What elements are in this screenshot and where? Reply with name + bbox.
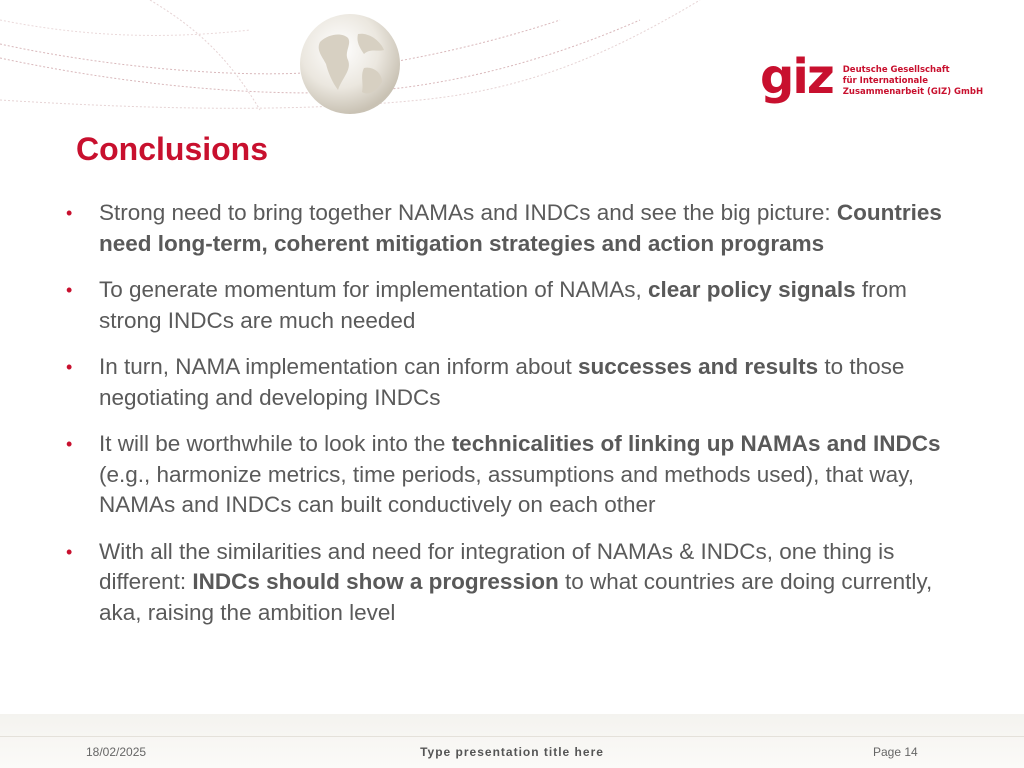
bullet-dot-icon: • (66, 357, 73, 377)
logo-line: für Internationale (842, 75, 928, 86)
footer-presentation-title: Type presentation title here (420, 745, 604, 759)
logo-text (843, 65, 983, 98)
footer-date: 18/02/2025 (86, 745, 147, 759)
footer-page-number: Page 14 (873, 745, 918, 759)
bullet-emphasis: clear policy signals (648, 277, 856, 302)
giz-logo (760, 49, 984, 106)
globe-icon (298, 12, 402, 116)
bullet-dot-icon: • (66, 434, 73, 454)
bullet-emphasis: INDCs should show a progression (192, 569, 559, 594)
footer-divider (0, 736, 1024, 737)
logo-line: Zusammenarbeit (GIZ) GmbH (842, 86, 984, 97)
bullet-list (66, 198, 970, 644)
bullet-emphasis: successes and results (577, 354, 819, 379)
bullet-text: to what countries are doing currently, aka, raising the ambition level (99, 569, 933, 625)
logo-mark: giz (760, 49, 833, 105)
logo-line: Deutsche Gesellschaft (842, 64, 950, 75)
footer-band (0, 714, 1024, 768)
bullet-dot-icon: • (66, 280, 73, 300)
bullet-item (66, 275, 970, 336)
slide-title: Conclusions (76, 131, 269, 167)
bullet-text: to those negotiating and developing INDCs (99, 354, 905, 410)
bullet-dot-icon: • (66, 541, 73, 562)
bullet-text: In turn, NAMA implementation can inform about (99, 354, 578, 379)
bullet-text: It will be worthwhile to look into the (99, 431, 452, 456)
bullet-text: With all the similarities and need for integration of NAMAs & INDCs, one thing is different: (99, 538, 895, 594)
bullet-dot-icon: • (66, 203, 73, 223)
bullet-text: Strong need to bring together NAMAs and INDCs and see the big picture: (99, 200, 837, 225)
bullet-emphasis: technicalities of linking up NAMAs and INDCs (451, 431, 941, 456)
bullet-item (66, 198, 970, 259)
bullet-text: To generate momentum for implementation of NAMAs, (99, 277, 648, 302)
bullet-text: (e.g., harmonize metrics, time periods, assumptions and methods used), that way, NAMAs and INDCs can built conductively on each other (99, 461, 914, 517)
bullet-item (66, 352, 970, 413)
bullet-item (66, 429, 970, 521)
bullet-item (66, 537, 970, 629)
bullet-text: from strong INDCs are much needed (99, 277, 907, 333)
bullet-emphasis: Countries need long-term, coherent mitigation strategies and action programs (99, 200, 942, 256)
